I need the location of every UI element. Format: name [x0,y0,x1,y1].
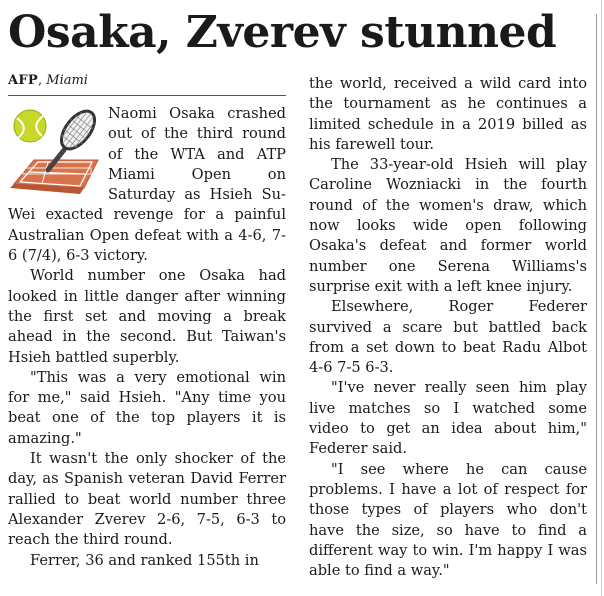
article-paragraph: World number one Osaka had looked in little danger after winning the first set and moving a break ahead in the second. But Taiwan's Hsieh battled superbly. [8,267,286,366]
byline [8,72,286,96]
article-paragraph: "This was a very emotional win for me," said Hsieh. "Any time you beat one of the top players it is amazing." [8,368,286,447]
byline-agency: AFP [8,73,38,88]
byline-separator: , [38,73,47,88]
article-paragraph: "I see where he can cause problems. I have a lot of respect for those types of players who don't have the size, so have to find a different way to win. I'm happy I was able to find a way." [309,460,587,580]
tennis-icon [8,104,100,204]
article-paragraph: "I've never really seen him play live matches so I watched some video to get an idea about him," Federer said. [309,379,587,458]
article-paragraph: Naomi Osaka crashed out of the third round of the WTA and ATP Miami Open on Saturday as Hsieh Su-Wei exacted revenge for a painful Australian Open defeat with a 4-6, 7-6 (7/4), 6-3 victory. [8,105,286,265]
article-paragraph: Elsewhere, Roger Federer survived a scare but battled back from a set down to beat Radu Albot 4-6 7-5 6-3. [309,298,587,377]
article-paragraph: It wasn't the only shocker of the day, as Spanish veteran David Ferrer rallied to beat world number three Alexander Zverev 2-6, 7-5, 6-3 to reach the third round. [8,450,286,549]
article-paragraph: the world, received a wild card into the tournament as he continues a limited schedule in a 2019 billed as his farewell tour. [309,75,587,153]
headline: Osaka, Zverev stunned [8,7,557,58]
column-divider [596,14,597,584]
article-column-right [309,74,587,581]
article-paragraph: Ferrer, 36 and ranked 155th in [30,551,259,569]
article-column-left [8,72,286,571]
page-edge [601,0,602,596]
article-paragraph: The 33-year-old Hsieh will play Caroline Wozniacki in the fourth round of the women's draw, which now looks wide open following Osaka's defeat and former world number one Serena Williams's surprise exit with a left knee injury. [309,156,587,295]
byline-location: Miami [46,73,88,88]
